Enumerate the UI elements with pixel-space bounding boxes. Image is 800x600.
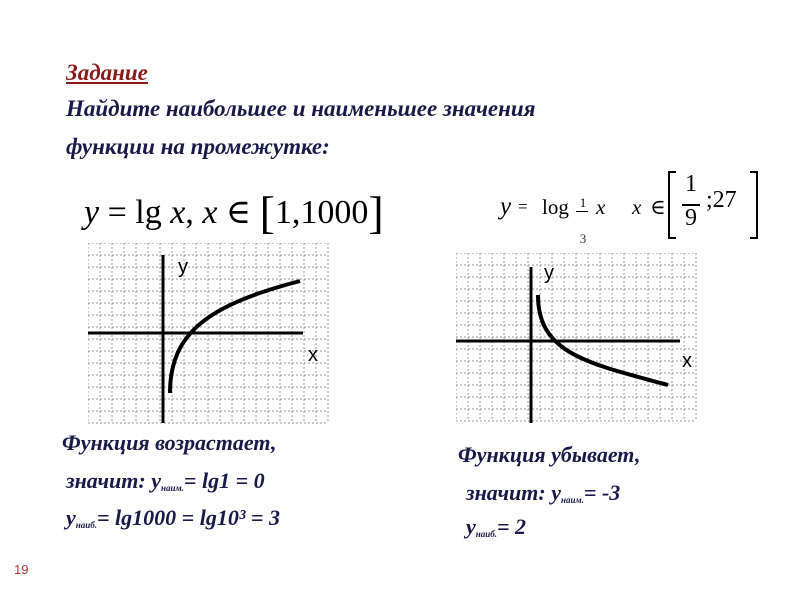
interval-fraction	[680, 171, 702, 237]
task-line-1: Найдите наибольшее и наименьшее значения	[66, 96, 536, 121]
subscript: наиб.	[75, 520, 98, 530]
log-base-numerator: 1	[579, 195, 587, 210]
formula-in: ∈	[225, 194, 252, 231]
left-formula	[84, 186, 384, 239]
x-axis-label: x	[682, 350, 692, 372]
label: значит: y	[66, 468, 161, 493]
page-number: 19	[14, 562, 29, 577]
label: y	[66, 505, 76, 530]
subscript: наим.	[161, 483, 184, 493]
log-base-denominator: 3	[579, 231, 587, 246]
formula-left-bracket: [	[259, 187, 275, 238]
left-conclusion-line-2	[66, 468, 265, 494]
value: = 2	[497, 514, 527, 539]
formula-y: y	[84, 194, 100, 231]
right-conclusion-line-3	[466, 514, 526, 540]
right-conclusion-line-1: Функция убывает,	[458, 442, 641, 467]
formula-eq: =	[518, 197, 528, 216]
interval-end: ;27	[706, 187, 737, 213]
formula-sep: ,	[185, 194, 194, 231]
subscript: наиб.	[475, 529, 498, 539]
interval-left-bracket	[668, 171, 676, 239]
interval-denominator: 9	[685, 205, 697, 231]
log-base-fraction	[574, 191, 592, 247]
value: = lg1000 = lg10³ = 3	[97, 505, 280, 530]
right-graph	[456, 253, 702, 433]
right-formula	[496, 165, 766, 245]
value: = -3	[583, 480, 621, 505]
value: = lg1 = 0	[183, 468, 265, 493]
left-conclusion-line-3	[66, 505, 280, 531]
slide-title: Задание	[66, 60, 148, 85]
x-axis-label: x	[308, 344, 318, 366]
interval-right-bracket	[750, 171, 758, 239]
fraction-bar	[576, 211, 588, 212]
formula-interval: 1,1000	[274, 194, 369, 231]
label: значит: y	[466, 480, 561, 505]
y-axis-label: y	[544, 262, 554, 284]
grid	[456, 253, 696, 421]
formula-x: x	[170, 194, 186, 231]
interval-numerator: 1	[685, 171, 697, 197]
formula-right-bracket: ]	[368, 187, 384, 238]
formula-interval	[668, 169, 764, 241]
subscript: наим.	[561, 495, 584, 505]
left-conclusion-line-1: Функция возрастает,	[62, 430, 277, 455]
formula-x2: x	[202, 194, 218, 231]
formula-x2: x	[632, 195, 642, 219]
label: y	[466, 514, 476, 539]
y-axis-label: y	[178, 256, 188, 278]
formula-eq: =	[107, 194, 127, 231]
task-line-2: функции на промежутке:	[66, 134, 330, 159]
formula-in: ∈	[650, 195, 666, 219]
formula-log: log	[542, 195, 569, 219]
right-conclusion-line-2	[466, 480, 620, 506]
formula-fn: lg	[135, 194, 162, 231]
formula-y: y	[500, 193, 512, 220]
formula-x: x	[596, 195, 606, 219]
left-graph	[88, 243, 334, 429]
